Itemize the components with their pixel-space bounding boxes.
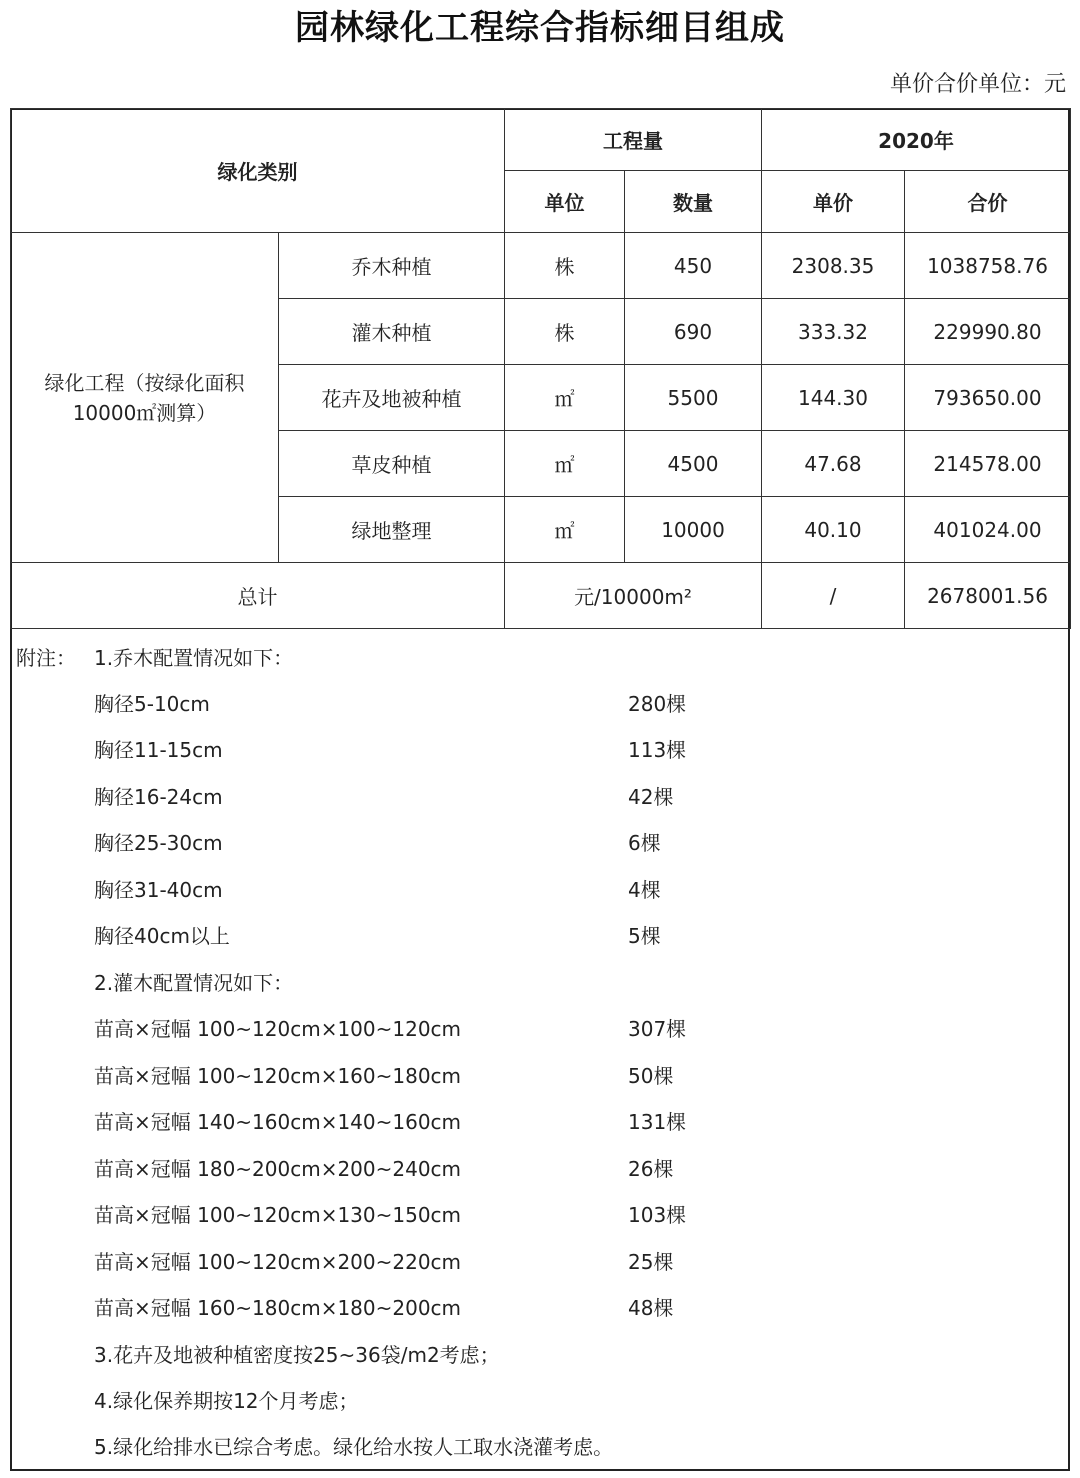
price-cell: 40.10 <box>762 497 905 563</box>
shrub-count: 26棵 <box>628 1157 674 1181</box>
group-label <box>11 233 279 563</box>
unit-cell: ㎡ <box>505 497 625 563</box>
note-4: 4.绿化保养期按12个月考虑； <box>94 1389 359 1413</box>
header-row-1 <box>11 109 1071 171</box>
header-amount: 数量 <box>625 171 762 233</box>
total-row <box>11 563 1071 629</box>
tree-count: 42棵 <box>628 785 674 809</box>
total-cell: 214578.00 <box>905 431 1071 497</box>
item-cell: 草皮种植 <box>279 431 505 497</box>
item-cell: 花卉及地被种植 <box>279 365 505 431</box>
group-label-line1: 绿化工程（按绿化面积 <box>44 370 245 395</box>
notes-label: 附注： <box>16 646 76 670</box>
tree-spec: 胸径31-40cm <box>94 878 223 902</box>
tree-count: 113棵 <box>628 738 687 762</box>
shrub-count: 25棵 <box>628 1250 674 1274</box>
total-cell: 401024.00 <box>905 497 1071 563</box>
shrub-count: 131棵 <box>628 1110 687 1134</box>
group-label-line2: 10000㎡测算） <box>72 400 217 425</box>
header-year: 2020年 <box>762 109 1071 171</box>
item-cell: 乔木种植 <box>279 233 505 299</box>
shrub-count: 50棵 <box>628 1064 674 1088</box>
note-3: 3.花卉及地被种植密度按25~36袋/m2考虑； <box>94 1343 500 1367</box>
qty-cell: 5500 <box>625 365 762 431</box>
table-row <box>11 233 1071 299</box>
tree-spec: 胸径40cm以上 <box>94 924 230 948</box>
price-cell: 333.32 <box>762 299 905 365</box>
qty-cell: 450 <box>625 233 762 299</box>
indicator-table <box>10 108 1071 629</box>
unit-note: 单价合价单位：元 <box>889 72 1066 97</box>
grand-total: 2678001.56 <box>905 563 1071 629</box>
shrub-spec: 苗高×冠幅 180~200cm×200~240cm <box>94 1157 462 1181</box>
tree-count: 5棵 <box>628 924 661 948</box>
shrub-spec: 苗高×冠幅 140~160cm×140~160cm <box>94 1110 462 1134</box>
item-cell: 绿地整理 <box>279 497 505 563</box>
shrub-count: 103棵 <box>628 1203 687 1227</box>
unit-cell: 株 <box>505 233 625 299</box>
price-cell: 144.30 <box>762 365 905 431</box>
total-label: 总计 <box>11 563 505 629</box>
shrub-count: 307棵 <box>628 1017 687 1041</box>
shrub-spec: 苗高×冠幅 100~120cm×200~220cm <box>94 1250 462 1274</box>
price-cell: 2308.35 <box>762 233 905 299</box>
shrub-spec: 苗高×冠幅 100~120cm×130~150cm <box>94 1203 462 1227</box>
header-unit: 单位 <box>505 171 625 233</box>
total-cell: 229990.80 <box>905 299 1071 365</box>
total-unit: 元/10000m² <box>505 563 762 629</box>
unit-cell: ㎡ <box>505 431 625 497</box>
header-total-price: 合价 <box>905 171 1071 233</box>
shrub-spec: 苗高×冠幅 100~120cm×160~180cm <box>94 1064 462 1088</box>
total-price-slash: / <box>762 563 905 629</box>
tree-count: 6棵 <box>628 831 661 855</box>
price-cell: 47.68 <box>762 431 905 497</box>
tree-count: 4棵 <box>628 878 661 902</box>
document-title: 园林绿化工程综合指标细目组成 <box>295 8 785 48</box>
tree-count: 280棵 <box>628 692 687 716</box>
shrub-count: 48棵 <box>628 1296 674 1320</box>
item-cell: 灌木种植 <box>279 299 505 365</box>
shrub-heading: 2.灌木配置情况如下： <box>94 971 294 995</box>
unit-cell: ㎡ <box>505 365 625 431</box>
tree-spec: 胸径5-10cm <box>94 692 210 716</box>
shrub-spec: 苗高×冠幅 100~120cm×100~120cm <box>94 1017 462 1041</box>
note-5: 5.绿化给排水已综合考虑。绿化给水按人工取水浇灌考虑。 <box>94 1435 614 1459</box>
qty-cell: 4500 <box>625 431 762 497</box>
header-unit-price: 单价 <box>762 171 905 233</box>
qty-cell: 690 <box>625 299 762 365</box>
header-category: 绿化类别 <box>11 109 505 233</box>
unit-cell: 株 <box>505 299 625 365</box>
total-cell: 793650.00 <box>905 365 1071 431</box>
total-cell: 1038758.76 <box>905 233 1071 299</box>
tree-heading: 1.乔木配置情况如下： <box>94 646 294 670</box>
tree-spec: 胸径11-15cm <box>94 738 223 762</box>
qty-cell: 10000 <box>625 497 762 563</box>
tree-spec: 胸径16-24cm <box>94 785 223 809</box>
tree-spec: 胸径25-30cm <box>94 831 223 855</box>
shrub-spec: 苗高×冠幅 160~180cm×180~200cm <box>94 1296 462 1320</box>
header-quantities: 工程量 <box>505 109 762 171</box>
